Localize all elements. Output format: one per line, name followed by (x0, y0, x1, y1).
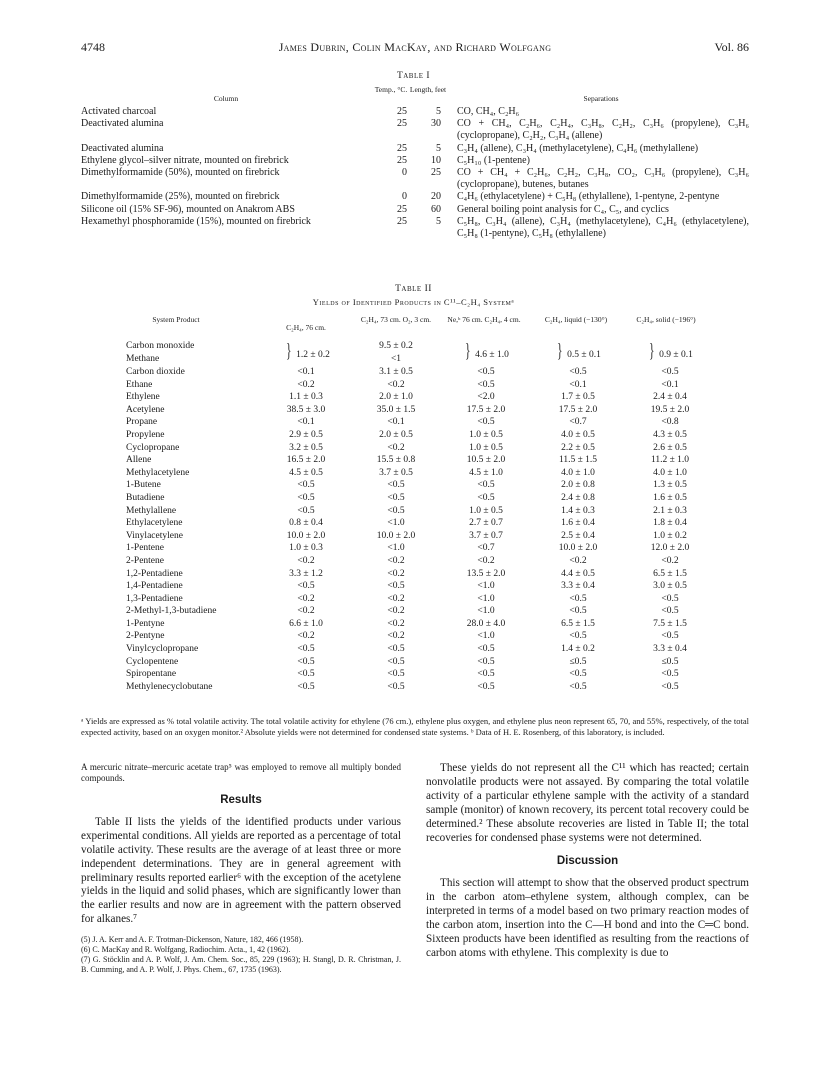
yield-c2: <0.2 (387, 593, 405, 604)
yield-c4: 4.0 ± 0.5 (561, 429, 595, 440)
table1-header (81, 84, 749, 106)
table2-row (126, 568, 746, 581)
table2-row (126, 530, 746, 543)
yield-c4: <0.5 (569, 681, 587, 692)
co-c2: 9.5 ± 0.2 (379, 341, 413, 351)
table1-length-cell: 60 (431, 203, 441, 215)
table1-length-cell: 5 (436, 142, 441, 154)
yield-c4: <0.5 (569, 593, 587, 604)
yield-c3: 1.0 ± 0.5 (469, 429, 503, 440)
table2-row (126, 605, 746, 618)
yield-c5: 1.0 ± 0.2 (653, 530, 687, 541)
yield-c2: <0.5 (387, 492, 405, 503)
yield-c2: <0.2 (387, 568, 405, 579)
product-name: Carbon dioxide (126, 367, 185, 377)
table2-co-methane-row (126, 340, 746, 366)
yield-c4: 1.4 ± 0.3 (561, 505, 595, 516)
yield-c4: 4.0 ± 1.0 (561, 467, 595, 478)
yield-c4: 3.3 ± 0.4 (561, 581, 595, 592)
yield-c2: <0.5 (387, 480, 405, 491)
table2-c5-header: C₂H₄, solid (−196°) (636, 315, 696, 324)
table2-row (126, 517, 746, 530)
yield-c1: <0.5 (297, 681, 315, 692)
yield-c3: 1.0 ± 0.5 (469, 442, 503, 453)
product-name: Propane (126, 417, 158, 428)
table2-header (126, 314, 746, 340)
yield-c1: <0.2 (297, 555, 315, 566)
yield-c4: 1.4 ± 0.2 (561, 644, 595, 655)
table1-length-cell: 10 (431, 154, 441, 166)
yield-c1: 3.3 ± 1.2 (289, 568, 323, 579)
product-methane: Methane (126, 353, 160, 364)
yield-c1: <0.2 (297, 631, 315, 642)
table2-row (126, 656, 746, 669)
yield-c1: 2.9 ± 0.5 (289, 429, 323, 440)
table1-separations-cell: C₄H₆ (ethylacetylene) + C₅H₈ (ethylallene), 1-pentyne, 2-pentyne (457, 191, 720, 203)
yield-c2: 2.0 ± 0.5 (379, 429, 413, 440)
yield-c1: 0.8 ± 0.4 (289, 518, 323, 529)
yield-c5: 11.2 ± 1.0 (650, 455, 690, 466)
table1-temp-header: Temp., °C. (374, 85, 408, 94)
yield-c2: 15.5 ± 0.8 (376, 455, 416, 466)
table1-row (81, 155, 749, 167)
table1-length-cell: 20 (431, 191, 441, 203)
yield-c2: <0.2 (387, 379, 405, 390)
trap-paragraph: A mercuric nitrate–mercuric acetate trap⁵ was employed to remove all multiply bonded compounds. (81, 762, 401, 783)
yield-c3: <1.0 (477, 581, 495, 592)
table2-c1-header: C₂H₄, 76 cm. (286, 323, 326, 332)
table1-separations-cell: C₅H₁₀ (1-pentene) (457, 154, 530, 166)
yield-c2: <0.5 (387, 681, 405, 692)
yield-c4: 2.5 ± 0.4 (561, 530, 595, 541)
yield-c2: 2.0 ± 1.0 (379, 392, 413, 403)
yield-c2: 10.0 ± 2.0 (376, 530, 416, 541)
yield-c5: 6.5 ± 1.5 (653, 568, 687, 579)
yield-c5: ≤0.5 (661, 656, 679, 667)
table2 (126, 314, 746, 693)
yield-c2: <0.1 (387, 417, 405, 428)
yield-c2: <1.0 (387, 518, 405, 529)
table1-row (81, 204, 749, 216)
yield-c5: <0.5 (661, 681, 679, 692)
results-paragraph: Table II lists the yields of the identified products under various experimental conditions. All yields are reported as a percentage of total volatile activity. These results are the average of at least three or more independent determinations. They are in general agreement with preliminary results reported earlier⁶ with the exception of the acetylene yields in the liquid and solid phases, which are significantly lower than the earlier results and now are in agreement with the pattern observed for alkanes.⁷ (81, 815, 401, 926)
product-name: 2-Pentyne (126, 631, 165, 642)
yield-c1: 1.1 ± 0.3 (289, 392, 323, 403)
product-name: Ethylacetylene (126, 518, 183, 529)
yield-c4: 11.5 ± 1.5 (558, 455, 598, 466)
table2-row (126, 505, 746, 518)
yield-c2: <0.5 (387, 656, 405, 667)
product-name: Methylacetylene (126, 467, 190, 478)
yield-c5: 4.3 ± 0.5 (653, 429, 687, 440)
yield-c1: <0.5 (297, 656, 315, 667)
product-name: 1,3-Pentadiene (126, 593, 183, 604)
yield-c4: <0.5 (569, 669, 587, 680)
yield-c5: 3.0 ± 0.5 (653, 581, 687, 592)
yield-c4: <0.5 (569, 367, 587, 377)
product-name: 1-Pentyne (126, 618, 165, 629)
yield-c1: <0.5 (297, 505, 315, 516)
yield-c5: <0.1 (661, 379, 679, 390)
yield-c5: 3.3 ± 0.4 (653, 644, 687, 655)
yield-c1: 1.0 ± 0.3 (289, 543, 323, 554)
table1-separations-cell: CO + CH₄, C₂H₆, C₂H₄, C₃H₈, C₂H₂, C₃H₆ (propylene), C₃H₆ (cyclopropane), C₂H₂, C₃H₄ (allene) (457, 118, 749, 142)
table1-separations-cell: General boiling point analysis for C₄, C₅, and cyclics (457, 203, 669, 215)
yield-c4: 2.0 ± 0.8 (561, 480, 595, 491)
table1-col-header: Column (213, 94, 239, 103)
yield-c4: 2.4 ± 0.8 (561, 492, 595, 503)
yield-c5: <0.8 (661, 417, 679, 428)
table2-footnote: ᵃ Yields are expressed as % total volatile activity. The total volatile activity for ethylene (76 cm.), ethylene plus oxygen, and ethylene plus neon represent 65, 70, and 55%, respectively, of the total expected activity, based on an oxygen monitor.² Absolute yields were not determined for condensed state systems. ᵇ Data of H. E. Rosenberg, of this laboratory, is included. (81, 716, 749, 737)
product-name: Cyclopropane (126, 442, 180, 453)
yield-c1: <0.1 (297, 367, 315, 377)
yield-c2: <0.2 (387, 555, 405, 566)
left-column (81, 762, 401, 975)
table1-temp-cell: 0 (402, 167, 407, 179)
yield-c4: ≤0.5 (569, 656, 587, 667)
yield-c3: <1.0 (477, 631, 495, 642)
yield-c4: 1.7 ± 0.5 (561, 392, 595, 403)
table2-row (126, 391, 746, 404)
yield-c5: <0.2 (661, 555, 679, 566)
yield-c2: <0.2 (387, 442, 405, 453)
yield-c3: 10.5 ± 2.0 (466, 455, 506, 466)
discussion-paragraph: This section will attempt to show that the observed product spectrum in the carbon atom–ethylene system, although complex, can be interpreted in terms of a model based on two primary reaction modes of the carbon atom, insertion into the C—H bond and into the C═C bond. Sixteen products have been identified as resulting from the reactions of carbon atoms with ethylene. This complexity is due to (426, 877, 749, 959)
table1-length-cell: 5 (436, 106, 441, 117)
yield-c3: <1.0 (477, 593, 495, 604)
methane-c2: <1 (390, 353, 402, 364)
table1-temp-cell: 25 (397, 215, 407, 227)
table1-column-cell: Deactivated alumina (81, 142, 164, 154)
table2-row (126, 668, 746, 681)
table1-separations-cell: CO + CH₄ + C₂H₆, C₂H₂, C₃H₈, CO₂, C₃H₆ (propylene), C₃H₆ (cyclopropane), butenes, butanes (457, 167, 749, 191)
yield-c2: <0.2 (387, 631, 405, 642)
yield-c4: <0.2 (569, 555, 587, 566)
yield-c1: 3.2 ± 0.5 (289, 442, 323, 453)
yield-c3: <0.5 (477, 681, 495, 692)
discussion-heading: Discussion (556, 855, 619, 868)
table2-row (126, 467, 746, 480)
brace-icon: } (557, 340, 563, 362)
page-number: 4748 (81, 40, 105, 54)
product-name: Butadiene (126, 492, 165, 503)
yield-c5: 19.5 ± 2.0 (650, 404, 690, 415)
references (81, 935, 401, 975)
co-methane-c1: 1.2 ± 0.2 (296, 350, 330, 360)
product-name: Vinylacetylene (126, 530, 183, 541)
product-name: Vinylcyclopropane (126, 644, 199, 655)
yield-c3: 3.7 ± 0.7 (469, 530, 503, 541)
co-methane-c5: 0.9 ± 0.1 (659, 350, 693, 360)
yield-c4: 17.5 ± 2.0 (558, 404, 598, 415)
co-methane-c4: 0.5 ± 0.1 (567, 350, 601, 360)
table1-temp-cell: 25 (397, 106, 407, 117)
table1-column-cell: Deactivated alumina (81, 118, 164, 130)
table1-column-cell: Dimethylformamide (25%), mounted on firebrick (81, 191, 280, 203)
table2-c2-header: C₂H₄, 73 cm. O₂, 3 cm. (360, 315, 432, 324)
yield-c3: <0.5 (477, 644, 495, 655)
yield-c4: <0.5 (569, 606, 587, 617)
product-name: Ethane (126, 379, 153, 390)
yield-c3: <0.7 (477, 543, 495, 554)
product-carbon-monoxide: Carbon monoxide (126, 341, 195, 351)
table1-row (81, 106, 749, 118)
table2-row (126, 366, 746, 379)
yield-c5: <0.5 (661, 669, 679, 680)
yield-c5: 1.8 ± 0.4 (653, 518, 687, 529)
product-name: Spiropentane (126, 669, 177, 680)
table1-separations-cell: C₃H₄ (allene), C₃H₄ (methylacetylene), C₄H₆ (methylallene) (457, 142, 699, 154)
yield-c1: <0.5 (297, 581, 315, 592)
yield-c3: <2.0 (477, 392, 495, 403)
product-name: Ethylene (126, 392, 160, 403)
product-name: Propylene (126, 429, 165, 440)
co-methane-c3: 4.6 ± 1.0 (475, 350, 509, 360)
reference-5: (5) J. A. Kerr and A. F. Trotman-Dickenson, Nature, 182, 466 (1958). (81, 935, 304, 945)
table2-row (126, 580, 746, 593)
table2-row (126, 454, 746, 467)
brace-icon: } (286, 340, 292, 362)
yield-c5: 4.0 ± 1.0 (653, 467, 687, 478)
table2-row (126, 429, 746, 442)
table1-temp-cell: 25 (397, 118, 407, 130)
table2-row (126, 442, 746, 455)
table1-sep-header: Separations (583, 94, 619, 103)
yield-c5: <0.5 (661, 367, 679, 377)
table2-row (126, 555, 746, 568)
brace-icon: } (649, 340, 655, 362)
table2-c4-header: C₂H₄, liquid (−130°) (544, 315, 608, 324)
table1-row (81, 167, 749, 191)
table1 (81, 84, 749, 240)
table2-row (126, 618, 746, 631)
yield-c3: 2.7 ± 0.7 (469, 518, 503, 529)
yield-c1: <0.2 (297, 379, 315, 390)
yield-c2: <0.5 (387, 581, 405, 592)
results-heading: Results (220, 794, 262, 806)
table2-subtitle: Yields of Identified Products in C¹¹–C₂H₄ Systemᵃ (312, 297, 515, 307)
yield-c3: <0.5 (477, 417, 495, 428)
product-name: 1-Pentene (126, 543, 164, 554)
brace-icon: } (465, 340, 471, 362)
yield-c5: 12.0 ± 2.0 (650, 543, 690, 554)
running-authors: James Dubrin, Colin MacKay, and Richard Wolfgang (278, 40, 552, 54)
yield-c2: <0.5 (387, 669, 405, 680)
yield-c1: <0.5 (297, 669, 315, 680)
table1-length-cell: 30 (431, 118, 441, 130)
product-name: Methylenecyclobutane (126, 681, 213, 692)
table1-title: Table I (396, 71, 431, 81)
table2-row (126, 416, 746, 429)
yield-c4: <0.7 (569, 417, 587, 428)
product-name: Allene (126, 455, 152, 466)
table1-separations-cell: CO, CH₄, C₂H₆ (457, 106, 520, 117)
yield-c1: 10.0 ± 2.0 (286, 530, 326, 541)
yield-c1: 16.5 ± 2.0 (286, 455, 326, 466)
yield-c4: <0.1 (569, 379, 587, 390)
table2-row (126, 542, 746, 555)
yield-c3: 4.5 ± 1.0 (469, 467, 503, 478)
yield-c3: <0.5 (477, 656, 495, 667)
yield-c5: 1.3 ± 0.5 (653, 480, 687, 491)
yield-c3: <0.5 (477, 669, 495, 680)
table1-row (81, 118, 749, 142)
yield-c5: <0.5 (661, 606, 679, 617)
yield-c4: 10.0 ± 2.0 (558, 543, 598, 554)
yield-c3: <0.5 (477, 379, 495, 390)
product-name: 1,4-Pentadiene (126, 581, 183, 592)
yield-c2: <0.2 (387, 618, 405, 629)
table2-row (126, 479, 746, 492)
yield-c1: 38.5 ± 3.0 (286, 404, 326, 415)
table2-c3-header: Ne,ᵇ 76 cm. C₂H₄, 4 cm. (447, 315, 521, 324)
yield-c1: 4.5 ± 0.5 (289, 467, 323, 478)
table1-separations-cell: C₅H₈, C₃H₄ (allene), C₃H₄ (methylacetylene), C₄H₆ (ethylacetylene), C₅H₈ (1-pentyne), C₅H₈ (ethylallene) (457, 215, 749, 240)
table1-length-cell: 25 (431, 167, 441, 179)
table1-column-cell: Silicone oil (15% SF-96), mounted on Anakrom ABS (81, 203, 295, 215)
yield-c1: <0.1 (297, 417, 315, 428)
table2-row (126, 681, 746, 694)
yield-c4: 2.2 ± 0.5 (561, 442, 595, 453)
yield-c5: <0.5 (661, 631, 679, 642)
yield-c1: <0.2 (297, 606, 315, 617)
yield-c5: 1.6 ± 0.5 (653, 492, 687, 503)
product-name: Acetylene (126, 404, 165, 415)
yield-c2: 3.1 ± 0.5 (379, 367, 413, 377)
yield-c1: <0.5 (297, 492, 315, 503)
yield-c5: 2.4 ± 0.4 (653, 392, 687, 403)
table2-row (126, 643, 746, 656)
table2-row (126, 492, 746, 505)
table2-row (126, 593, 746, 606)
page-header (81, 40, 749, 56)
table1-temp-cell: 25 (397, 154, 407, 166)
yield-c2: 35.0 ± 1.5 (376, 404, 416, 415)
product-name: Methylallene (126, 505, 177, 516)
table1-length-cell: 5 (436, 215, 441, 227)
yield-c2: <0.5 (387, 505, 405, 516)
volume-label: Vol. 86 (714, 40, 749, 54)
table1-column-cell: Activated charcoal (81, 106, 157, 117)
yield-c4: 4.4 ± 0.5 (561, 568, 595, 579)
table1-row (81, 216, 749, 240)
yield-c4: <0.5 (569, 631, 587, 642)
table1-temp-cell: 25 (397, 203, 407, 215)
table1-column-cell: Ethylene glycol–silver nitrate, mounted on firebrick (81, 154, 289, 166)
yield-c1: 6.6 ± 1.0 (289, 618, 323, 629)
right-column (426, 762, 749, 961)
yield-c5: 2.6 ± 0.5 (653, 442, 687, 453)
yield-c3: <0.5 (477, 367, 495, 377)
product-name: 2-Pentene (126, 555, 164, 566)
product-name: 1-Butene (126, 480, 161, 491)
recovery-paragraph: These yields do not represent all the C¹¹ which has reacted; certain nonvolatile products were not assayed. By comparing the total volatile activity of a particular ethylene sample with the activity of a standard sample (monitor) of known recovery, its percent total recovery could be determined.² These absolute recoveries are listed in Table II; the total recoveries for condensed phase systems were not determined. (426, 762, 749, 844)
yield-c3: 1.0 ± 0.5 (469, 505, 503, 516)
table1-column-cell: Hexamethyl phosphoramide (15%), mounted on firebrick (81, 215, 311, 227)
table2-body (126, 366, 746, 693)
table1-temp-cell: 0 (402, 191, 407, 203)
yield-c3: <0.5 (477, 480, 495, 491)
table2-system-header: System Product (152, 315, 200, 324)
yield-c3: <0.2 (477, 555, 495, 566)
table1-body (81, 106, 749, 240)
yield-c5: <0.5 (661, 593, 679, 604)
table2-row (126, 379, 746, 392)
table1-column-cell: Dimethylformamide (50%), mounted on firebrick (81, 167, 280, 179)
table1-length-header: Length, feet (409, 85, 447, 94)
yield-c3: <1.0 (477, 606, 495, 617)
product-name: 2-Methyl-1,3-butadiene (126, 606, 217, 617)
yield-c4: 1.6 ± 0.4 (561, 518, 595, 529)
yield-c3: 17.5 ± 2.0 (466, 404, 506, 415)
yield-c4: 6.5 ± 1.5 (561, 618, 595, 629)
reference-6: (6) C. MacKay and R. Wolfgang, Radiochim. Acta., 1, 42 (1962). (81, 945, 291, 955)
yield-c5: 2.1 ± 0.3 (653, 505, 687, 516)
table2-row (126, 404, 746, 417)
table1-row (81, 143, 749, 155)
product-name: Cyclopentene (126, 656, 179, 667)
yield-c1: <0.5 (297, 480, 315, 491)
yield-c2: 3.7 ± 0.5 (379, 467, 413, 478)
table1-temp-cell: 25 (397, 142, 407, 154)
yield-c1: <0.2 (297, 593, 315, 604)
yield-c2: <1.0 (387, 543, 405, 554)
yield-c3: 28.0 ± 4.0 (466, 618, 506, 629)
yield-c5: 7.5 ± 1.5 (653, 618, 687, 629)
table1-row (81, 191, 749, 203)
reference-7: (7) G. Stöcklin and A. P. Wolf, J. Am. Chem. Soc., 85, 229 (1963); H. Stangl, D. R. Christman, J. B. Cumming, and A. P. Wolf, J. Phys. Chem., 67, 1735 (1963). (81, 955, 401, 975)
yield-c2: <0.2 (387, 606, 405, 617)
table2-title: Table II (395, 284, 432, 294)
yield-c3: 13.5 ± 2.0 (466, 568, 506, 579)
yield-c1: <0.5 (297, 644, 315, 655)
product-name: 1,2-Pentadiene (126, 568, 183, 579)
yield-c2: <0.5 (387, 644, 405, 655)
table2-row (126, 630, 746, 643)
yield-c3: <0.5 (477, 492, 495, 503)
